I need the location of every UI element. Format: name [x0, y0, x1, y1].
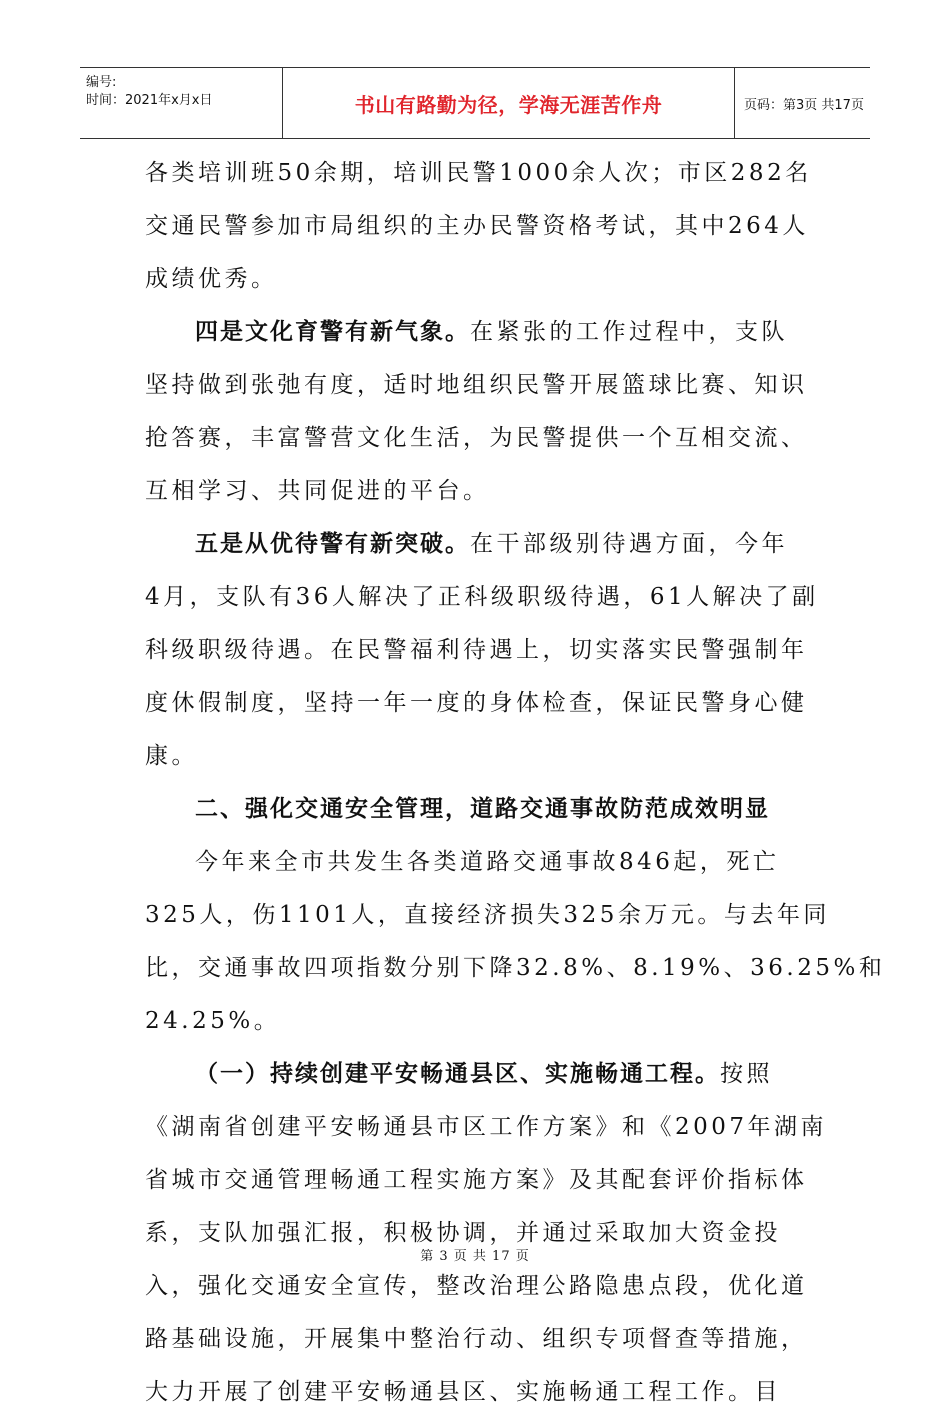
- paragraph-five-title: 五是从优待警有新突破。: [195, 531, 470, 557]
- document-time-label: 时间：2021年x月x日: [86, 93, 213, 108]
- body-line: 交通民警参加市局组织的主办民警资格考试，其中264人: [145, 213, 809, 239]
- body-line: 路基础设施，开展集中整治行动、组织专项督查等措施，: [145, 1326, 808, 1352]
- paragraph-four-title: 四是文化育警有新气象。: [195, 319, 470, 345]
- page-header: [80, 67, 870, 139]
- paragraph-five-start: [145, 524, 805, 577]
- body-line: 度休假制度，坚持一年一度的身体检查，保证民警身心健: [145, 690, 808, 716]
- body-line: 《湖南省创建平安畅通县市区工作方案》和《2007年湖南: [145, 1114, 828, 1140]
- subsection-one-text: 按照: [720, 1061, 773, 1087]
- body-line: 各类培训班50余期，培训民警1000余人次；市区282名: [145, 160, 812, 186]
- subsection-one-title: （一）持续创建平安畅通县区、实施畅通工程。: [195, 1061, 720, 1087]
- paragraph-five-text: 在干部级别待遇方面，今年: [470, 531, 788, 557]
- header-motto-cell: [282, 68, 735, 138]
- section-heading-text: 二、强化交通安全管理，道路交通事故防范成效明显: [195, 796, 770, 822]
- body-line: 系，支队加强汇报，积极协调，并通过采取加大资金投: [145, 1220, 781, 1246]
- subsection-one-start: [145, 1054, 805, 1107]
- body-line: 坚持做到张弛有度，适时地组织民警开展篮球比赛、知识: [145, 372, 808, 398]
- body-line: 成绩优秀。: [145, 266, 278, 292]
- body-line: 24.25%。: [145, 1008, 281, 1034]
- paragraph-four-text: 在紧张的工作过程中，支队: [470, 319, 788, 345]
- body-line: 抢答赛，丰富警营文化生活，为民警提供一个互相交流、: [145, 425, 808, 451]
- body-line: 入，强化交通安全宣传，整改治理公路隐患点段，优化道: [145, 1273, 808, 1299]
- body-line: 比，交通事故四项指数分别下降32.8%、8.19%、36.25%和: [145, 955, 886, 981]
- body-line: 4月，支队有36人解决了正科级职级待遇，61人解决了副: [145, 584, 819, 610]
- paragraph-four-start: [145, 312, 805, 365]
- page-footer: 第 3 页 共 17 页: [420, 1249, 530, 1264]
- header-motto: 书山有路勤为径，学海无涯苦作舟: [354, 92, 663, 117]
- body-line: 互相学习、共同促进的平台。: [145, 478, 490, 504]
- document-number-label: 编号:: [86, 75, 117, 90]
- body-line: 今年来全市共发生各类道路交通事故846起，死亡: [195, 849, 780, 875]
- document-body: [145, 153, 886, 1425]
- body-line: 325人，伤1101人，直接经济损失325余万元。与去年同: [145, 902, 830, 928]
- body-line: 大力开展了创建平安畅通县区、实施畅通工程工作。目: [145, 1379, 781, 1405]
- body-line: 康。: [145, 743, 198, 769]
- header-page-label: 页码：第3页 共17页: [744, 97, 864, 113]
- section-two-heading: [145, 789, 805, 842]
- body-line: 科级职级待遇。在民警福利待遇上，切实落实民警强制年: [145, 637, 808, 663]
- header-meta: [80, 68, 282, 138]
- body-line: 省城市交通管理畅通工程实施方案》及其配套评价指标体: [145, 1167, 808, 1193]
